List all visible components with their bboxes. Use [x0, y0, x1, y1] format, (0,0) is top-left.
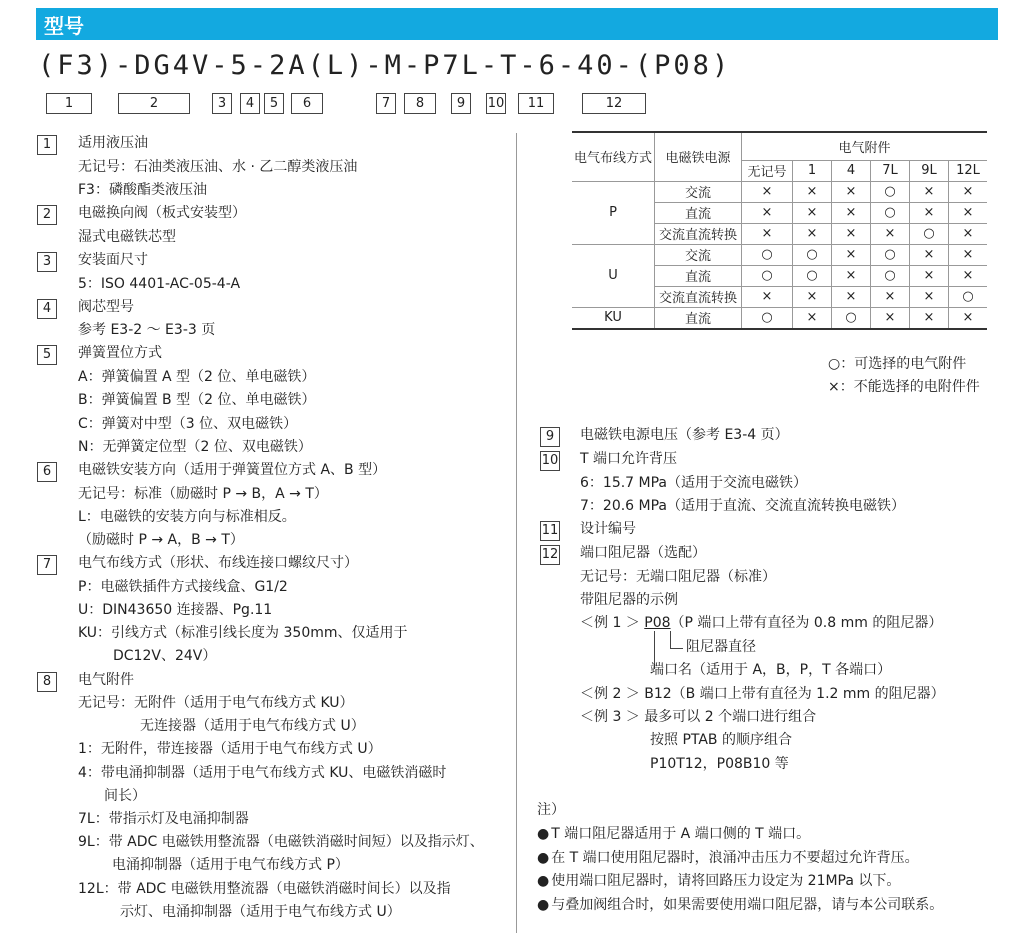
table-cell: ×: [949, 244, 988, 265]
position-box-10: 10: [486, 93, 506, 114]
example-1: [580, 613, 942, 633]
acc-col: 7L: [871, 160, 910, 181]
accessory-table: [572, 131, 987, 330]
section-line: 7L：带指示灯及电涌抑制器: [78, 811, 249, 827]
section-line: N：无弹簧定位型（2 位、双电磁铁）: [78, 439, 312, 455]
section-line: C：弹簧对中型（3 位、双电磁铁）: [78, 416, 298, 432]
notes-title: 注）: [537, 802, 565, 818]
section-line: U：DIN43650 连接器、Pg.11: [78, 602, 273, 618]
note-item: ● T 端口阻尼器适用于 A 端口侧的 T 端口。: [537, 824, 810, 844]
example-3: ＜例 3 ＞ 最多可以 2 个端口进行组合: [580, 709, 817, 725]
table-cell: ×: [742, 181, 793, 202]
section-number: 7: [37, 555, 57, 575]
table-cell: ×: [793, 181, 832, 202]
table-cell: ×: [832, 244, 871, 265]
section-title: 电气布线方式（形状、布线连接口螺纹尺寸）: [78, 555, 358, 571]
position-box-4: 4: [240, 93, 260, 114]
section-banner: [36, 8, 998, 40]
table-cell: ○: [949, 286, 988, 307]
legend-not-selectable: ×：不能选择的电附件件: [828, 379, 980, 395]
table-cell: ×: [832, 181, 871, 202]
section-title: 电气附件: [78, 672, 134, 688]
table-cell: ×: [910, 265, 949, 286]
section-number: 10: [540, 451, 560, 471]
section-line: 4：带电涌抑制器（适用于电气布线方式 KU、电磁铁消磁时: [78, 765, 447, 781]
position-box-8: 8: [404, 93, 436, 114]
note-item: ● 在 T 端口使用阻尼器时，浪涌冲击压力不要超过允许背压。: [537, 848, 919, 868]
example-3-line: P10T12，P08B10 等: [650, 756, 789, 772]
example-1-desc: （P 端口上带有直径为 0.8 mm 的阻尼器）: [670, 615, 943, 631]
table-cell: ×: [793, 307, 832, 329]
section-line: 无记号：无附件（适用于电气布线方式 KU）: [78, 695, 354, 711]
section-number: 12: [540, 545, 560, 565]
section-line: 无记号：石油类液压油、水 · 乙二醇类液压油: [78, 159, 358, 175]
section-title: 型号: [44, 14, 84, 38]
section-line: 参考 E3-2 ～ E3-3 页: [78, 322, 216, 338]
position-box-1: 1: [46, 93, 92, 114]
position-box-2: 2: [118, 93, 190, 114]
acc-col: 9L: [910, 160, 949, 181]
table-cell: ×: [949, 307, 988, 329]
section-number: 2: [37, 205, 57, 225]
power-cell: 直流: [655, 307, 742, 329]
section-number: 3: [37, 252, 57, 272]
table-cell: ○: [871, 181, 910, 202]
table-cell: ×: [949, 223, 988, 244]
table-cell: ○: [910, 223, 949, 244]
section-title: 电磁铁电源电压（参考 E3-4 页）: [580, 427, 789, 443]
wiring-KU: KU: [572, 307, 655, 329]
section-title: 电磁换向阀（板式安装型）: [78, 205, 246, 221]
section-line: （励磁时 P → A，B → T）: [78, 532, 244, 548]
section-title: 端口阻尼器（选配）: [580, 545, 706, 561]
table-cell: ○: [832, 307, 871, 329]
section-title: T 端口允许背压: [580, 451, 678, 467]
model-code: (F3)-DG4V-5-2A(L)-M-P7L-T-6-40-(P08): [38, 50, 732, 81]
table-cell: ○: [742, 265, 793, 286]
section-line: 无记号：无端口阻尼器（标准）: [580, 569, 776, 585]
section-title: 电磁铁安装方向（适用于弹簧置位方式 A、B 型）: [78, 462, 387, 478]
column-divider: [516, 133, 517, 933]
table-cell: ×: [910, 286, 949, 307]
section-line: 无连接器（适用于电气布线方式 U）: [140, 718, 365, 734]
table-cell: ×: [793, 202, 832, 223]
section-line: 示灯、电涌抑制器（适用于电气布线方式 U）: [120, 904, 401, 920]
power-cell: 交流: [655, 244, 742, 265]
acc-col: 无记号: [742, 160, 793, 181]
acc-col: 4: [832, 160, 871, 181]
acc-col: 12L: [949, 160, 988, 181]
section-title: 设计编号: [580, 521, 636, 537]
table-cell: ×: [832, 286, 871, 307]
section-line: KU：引线方式（标准引线长度为 350mm、仅适用于: [78, 625, 408, 641]
section-title: 弹簧置位方式: [78, 345, 162, 361]
table-cell: ×: [871, 223, 910, 244]
legend-selectable: ○：可选择的电气附件: [828, 356, 967, 372]
table-cell: ×: [742, 223, 793, 244]
wiring-P: P: [572, 181, 655, 244]
table-cell: ×: [832, 265, 871, 286]
table-cell: ×: [832, 223, 871, 244]
power-cell: 直流: [655, 202, 742, 223]
section-line: 5：ISO 4401-AC-05-4-A: [78, 276, 241, 292]
table-cell: ×: [793, 223, 832, 244]
table-cell: ×: [949, 181, 988, 202]
section-line: A：弹簧偏置 A 型（2 位、单电磁铁）: [78, 369, 316, 385]
section-number: 5: [37, 345, 57, 365]
example-1-diameter: 阻尼器直径: [686, 639, 756, 655]
table-cell: ×: [871, 307, 910, 329]
table-cell: ○: [871, 202, 910, 223]
power-cell: 直流: [655, 265, 742, 286]
table-cell: ○: [871, 265, 910, 286]
example-1-prefix: ＜例 1 ＞: [580, 615, 640, 631]
power-cell: 交流: [655, 181, 742, 202]
example-1-port: 端口名（适用于 A，B，P，T 各端口）: [650, 662, 892, 678]
position-box-12: 12: [582, 93, 646, 114]
section-title: 安装面尺寸: [78, 252, 148, 268]
position-box-9: 9: [451, 93, 471, 114]
section-line: 电涌抑制器（适用于电气布线方式 P）: [112, 857, 349, 873]
note-item: ● 与叠加阀组合时，如果需要使用端口阻尼器，请与本公司联系。: [537, 895, 943, 915]
position-box-11: 11: [518, 93, 554, 114]
table-cell: ×: [949, 202, 988, 223]
section-number: 4: [37, 299, 57, 319]
table-cell: ○: [793, 265, 832, 286]
section-title: 适用液压油: [78, 135, 148, 151]
section-number: 11: [540, 521, 560, 541]
table-cell: ×: [949, 265, 988, 286]
section-line: F3：磷酸酯类液压油: [78, 182, 207, 198]
table-header-accessory: 电气附件: [742, 132, 988, 160]
table-cell: ×: [910, 202, 949, 223]
section-number: 1: [37, 135, 57, 155]
example-3-line: 按照 PTAB 的顺序组合: [650, 732, 792, 748]
section-line: 1：无附件，带连接器（适用于电气布线方式 U）: [78, 741, 382, 757]
table-cell: ×: [910, 307, 949, 329]
section-line: 无记号：标准（励磁时 P → B，A → T）: [78, 486, 328, 502]
table-cell: ×: [910, 181, 949, 202]
section-line: 间长）: [104, 788, 146, 804]
section-line: B：弹簧偏置 B 型（2 位、单电磁铁）: [78, 392, 316, 408]
table-header-power: 电磁铁电源: [655, 132, 742, 181]
table-cell: ×: [871, 286, 910, 307]
section-line: DC12V、24V）: [113, 648, 217, 664]
section-line: 湿式电磁铁芯型: [78, 229, 176, 245]
acc-col: 1: [793, 160, 832, 181]
position-box-3: 3: [212, 93, 232, 114]
section-line: 12L：带 ADC 电磁铁用整流器（电磁铁消磁时间长）以及指: [78, 881, 451, 897]
section-number: 8: [37, 672, 57, 692]
table-cell: ○: [871, 244, 910, 265]
position-box-5: 5: [264, 93, 284, 114]
table-header-wiring: 电气布线方式: [572, 132, 655, 181]
power-cell: 交流直流转换: [655, 223, 742, 244]
section-number: 6: [37, 462, 57, 482]
section-line: L：电磁铁的安装方向与标准相反。: [78, 509, 296, 525]
table-cell: ×: [910, 244, 949, 265]
wiring-U: U: [572, 244, 655, 307]
section-line: P：电磁铁插件方式接线盒、G1/2: [78, 579, 288, 595]
position-box-6: 6: [291, 93, 323, 114]
table-cell: ×: [832, 202, 871, 223]
tree-line-diameter: [670, 631, 683, 649]
table-cell: ○: [742, 307, 793, 329]
section-line: 7：20.6 MPa（适用于直流、交流直流转换电磁铁）: [580, 498, 905, 514]
example-1-code: P08: [644, 615, 671, 631]
power-cell: 交流直流转换: [655, 286, 742, 307]
section-number: 9: [540, 427, 560, 447]
table-cell: ○: [742, 244, 793, 265]
position-box-7: 7: [376, 93, 396, 114]
section-line: 9L：带 ADC 电磁铁用整流器（电磁铁消磁时间短）以及指示灯、: [78, 834, 484, 850]
section-line: 带阻尼器的示例: [580, 592, 678, 608]
table-cell: ×: [742, 286, 793, 307]
section-line: 6：15.7 MPa（适用于交流电磁铁）: [580, 475, 808, 491]
table-cell: ○: [793, 244, 832, 265]
table-cell: ×: [793, 286, 832, 307]
section-title: 阀芯型号: [78, 299, 134, 315]
note-item: ● 使用端口阻尼器时，请将回路压力设定为 21MPa 以下。: [537, 871, 900, 891]
example-2: ＜例 2 ＞ B12（B 端口上带有直径为 1.2 mm 的阻尼器）: [580, 686, 945, 702]
table-cell: ×: [742, 202, 793, 223]
